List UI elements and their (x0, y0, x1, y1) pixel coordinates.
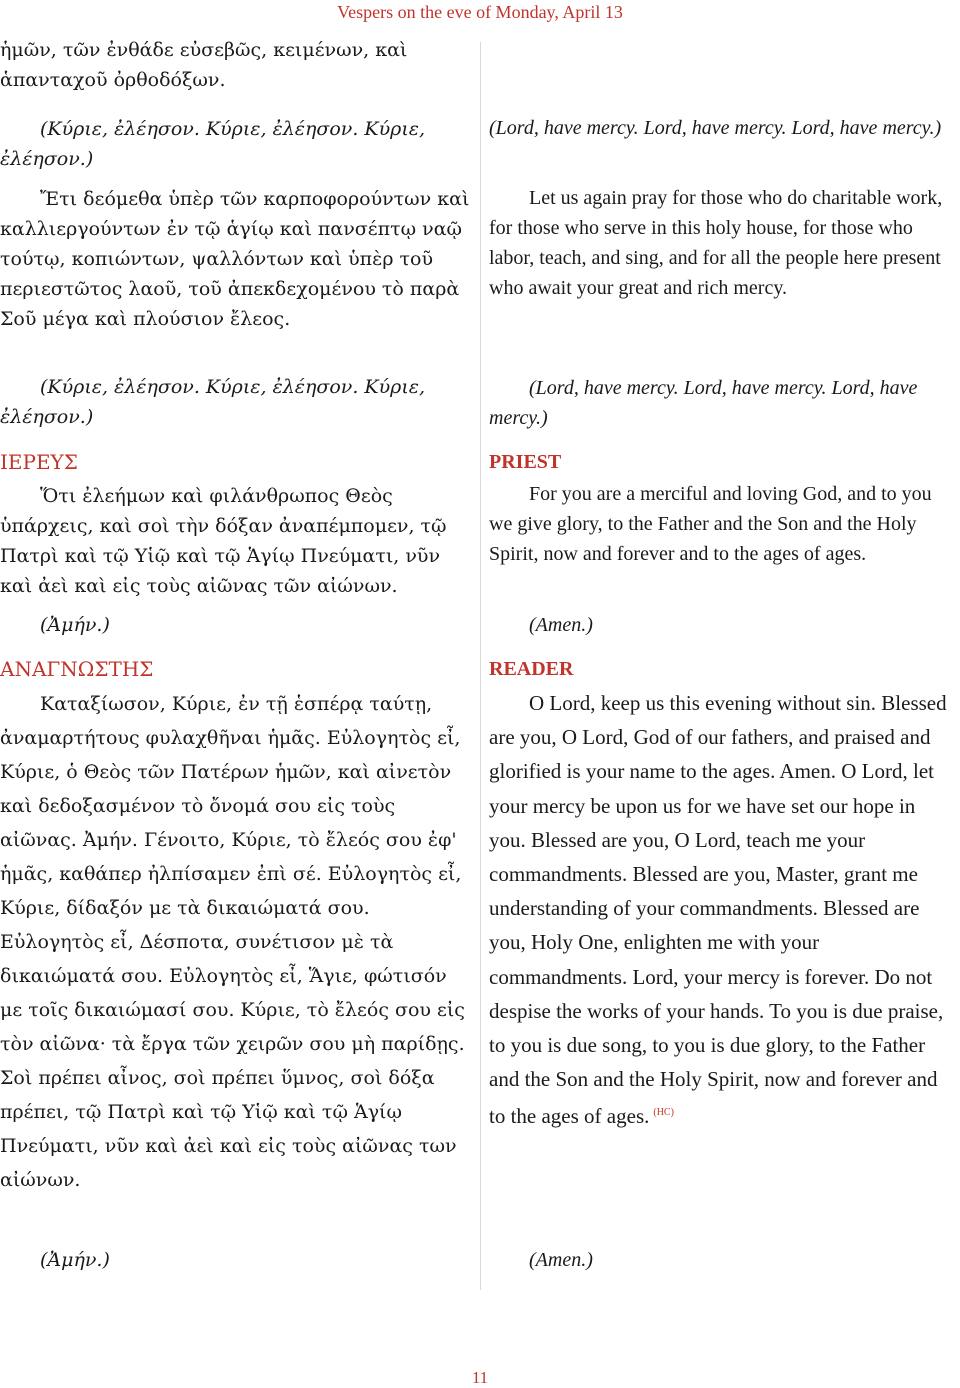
greek-reader-prayer: Καταξίωσον, Κύριε, ἐν τῇ ἑσπέρᾳ ταύτῃ, ἀναμαρτήτους φυλαχθῆναι ἡμᾶς. Εὐλογητὸς εἶ, Κύριε, ὁ Θεὸς τῶν Πατέρων ἡμῶν, καὶ αἰνετὸν καὶ δεδοξασμένον τὸ ὄνομά σου εἰς τοὺς αἰῶνας. Ἀμήν. Γένοιτο, Κύριε, τὸ ἔλεός σου ἐφ' ἡμᾶς, καθάπερ ἠλπίσαμεν ἐπὶ σέ. Εὐλογητὸς εἶ, Κύριε, δίδαξόν με τὰ δικαιώματά σου. Εὐλογητὸς εἶ, Δέσποτα, συνέτισον μὲ τὰ δικαιώματά σου. Εὐλογητὸς εἶ, Ἅγιε, φώτισόν με τοῖς δικαιώμασί σου. Κύριε, τὸ ἔλεός σου εἰς τὸν αἰῶνα· τὰ ἔργα τῶν χειρῶν σου μὴ παρίδῃς. Σοὶ πρέπει αἶνος, σοὶ πρέπει ὕμνος, σοὶ δόξα πρέπει, τῷ Πατρὶ καὶ τῷ Υἱῷ καὶ τῷ Ἁγίῳ Πνεύματι, νῦν καὶ ἀεὶ καὶ εἰς τοὺς αἰῶνας των αἰώνων. (0, 693, 465, 1191)
english-reader-prayer-text: O Lord, keep us this evening without sin. Blessed are you, O Lord, God of our fathers, and praised and glorified is your name to the ages. Amen. O Lord, let your mercy be upon us for we have set our hope in you. Blessed are you, O Lord, teach me your commandments. Blessed are you, Master, grant me understanding of your commandments. Blessed are you, Holy One, enlighten me with your commandments. Lord, your mercy is forever. Do not despise the works of your hands. To you is due praise, to you is due song, to you is due glory, to the Father and the Son and the Holy Spirit, now and forever and to the ages of ages. (489, 691, 947, 1129)
english-response-2: (Lord, have mercy. Lord, have mercy. Lord, have mercy.) (489, 377, 918, 429)
english-amen-2: (Amen.) (529, 1249, 593, 1271)
english-reader-label: READER (489, 658, 574, 680)
greek-reader-label: ΑΝΑΓΝΩΣΤΗΣ (0, 657, 154, 681)
source-footnote: (HC) (653, 1107, 674, 1119)
english-response-1: (Lord, have mercy. Lord, have mercy. Lord, have mercy.) (489, 117, 942, 139)
greek-amen-1: (Ἀμήν.) (40, 614, 110, 636)
greek-amen-2: (Ἀμήν.) (40, 1249, 110, 1271)
english-amen-1: (Amen.) (529, 614, 593, 636)
greek-response-2: (Κύριε, ἐλέησον. Κύριε, ἐλέησον. Κύριε, ἐλέησον.) (0, 376, 426, 428)
english-priest-exclamation: For you are a merciful and loving God, and to you we give glory, to the Father and the Son and the Holy Spirit, now and forever and to the ages of ages. (489, 483, 932, 565)
greek-priest-label: ΙΕΡΕΥΣ (0, 450, 78, 474)
page-number: 11 (471, 1368, 489, 1387)
greek-priest-exclamation: Ὅτι ἐλεήμων καὶ φιλάνθρωπος Θεὸς ὑπάρχεις, καὶ σοὶ τὴν δόξαν ἀναπέμπομεν, τῷ Πατρὶ καὶ τῷ Υἱῷ καὶ τῷ Ἁγίῳ Πνεύματι, νῦν καὶ ἀεὶ καὶ εἰς τοὺς αἰῶνας τῶν αἰώνων. (0, 485, 447, 597)
page-header: Vespers on the eve of Monday, April 13 (337, 2, 623, 22)
greek-petition: Ἔτι δεόμεθα ὑπὲρ τῶν καρποφορούντων καὶ καλλιεργούντων ἐν τῷ ἁγίῳ καὶ πανσέπτῳ ναῷ τούτῳ, κοπιώντων, ψαλλόντων καὶ ὑπὲρ τοῦ περιεστῶτος λαοῦ, τοῦ ἀπεκδεχομένου τὸ παρὰ Σοῦ μέγα καὶ πλούσιον ἔλεος. (0, 188, 470, 330)
column-divider (480, 42, 481, 1290)
english-petition: Let us again pray for those who do charitable work, for those who serve in this holy house, for those who labor, teach, and sing, and for all the people here present who await your great and rich mercy. (489, 187, 943, 299)
greek-petition-end: ἡμῶν, τῶν ἐνθάδε εὐσεβῶς, κειμένων, καὶ ἁπανταχοῦ ὀρθοδόξων. (0, 39, 408, 91)
greek-response-1: (Κύριε, ἐλέησον. Κύριε, ἐλέησον. Κύριε, ἐλέησον.) (0, 118, 426, 170)
english-reader-prayer (489, 686, 954, 1134)
english-priest-label: PRIEST (489, 451, 562, 473)
